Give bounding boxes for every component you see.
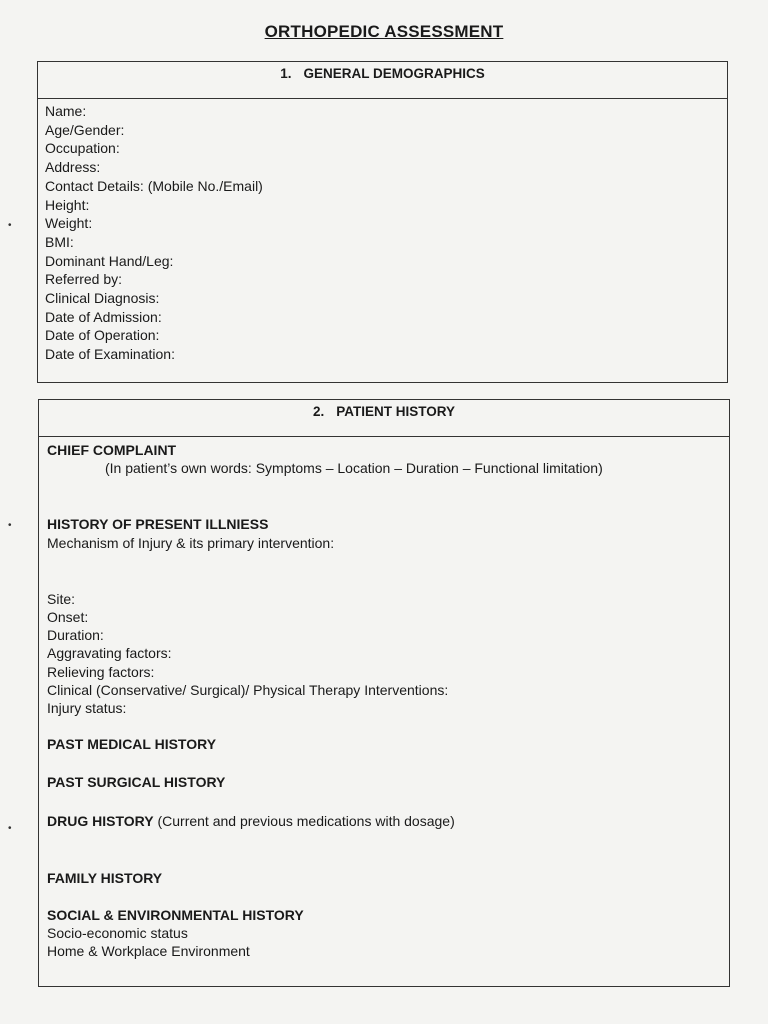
field-referred-by: Referred by: xyxy=(45,271,123,288)
past-surgical-history-heading: PAST SURGICAL HISTORY xyxy=(47,774,226,791)
drug-history-heading: DRUG HISTORY xyxy=(47,812,154,829)
chief-complaint-note: (In patient’s own words: Symptoms – Location – Duration – Functional limitation) xyxy=(105,460,603,477)
patient-history-section xyxy=(38,399,730,987)
field-injury-status: Injury status: xyxy=(47,700,127,717)
field-date-of-operation: Date of Operation: xyxy=(45,327,160,344)
hpi-note: Mechanism of Injury & its primary intervention: xyxy=(47,534,335,551)
field-clinical-diagnosis: Clinical Diagnosis: xyxy=(45,290,160,307)
field-site: Site: xyxy=(47,590,76,607)
chief-complaint-heading: CHIEF COMPLAINT xyxy=(47,442,177,458)
section-header xyxy=(39,400,729,437)
field-occupation: Occupation: xyxy=(45,140,120,157)
section-header xyxy=(38,62,727,99)
home-workplace-environment: Home & Workplace Environment xyxy=(47,943,250,960)
section-number: 2. xyxy=(312,404,325,419)
drug-history-note: (Current and previous medications with dosage) xyxy=(153,812,455,829)
past-medical-history-heading: PAST MEDICAL HISTORY xyxy=(47,736,217,753)
field-age-gender: Age/Gender: xyxy=(45,121,125,138)
field-name: Name: xyxy=(45,103,87,119)
demographics-fields xyxy=(38,99,727,364)
field-bmi: BMI: xyxy=(45,233,74,250)
drug-history-line xyxy=(47,812,729,830)
field-weight: Weight: xyxy=(45,215,93,232)
field-interventions: Clinical (Conservative/ Surgical)/ Physical Therapy Interventions: xyxy=(47,681,449,698)
field-aggravating-factors: Aggravating factors: xyxy=(47,645,172,662)
field-contact-details: Contact Details: (Mobile No./Email) xyxy=(45,177,263,194)
field-relieving-factors: Relieving factors: xyxy=(47,663,155,680)
page-title: ORTHOPEDIC ASSESSMENT xyxy=(264,22,504,41)
socio-economic-status: Socio-economic status xyxy=(47,925,188,942)
section-heading: PATIENT HISTORY xyxy=(336,404,456,419)
hpi-heading: HISTORY OF PRESENT ILLNIESS xyxy=(47,516,269,533)
general-demographics-section xyxy=(37,61,728,383)
section-heading: GENERAL DEMOGRAPHICS xyxy=(303,66,485,81)
field-height: Height: xyxy=(45,196,90,213)
field-date-of-examination: Date of Examination: xyxy=(45,346,175,363)
field-onset: Onset: xyxy=(47,609,89,626)
history-content xyxy=(39,437,729,961)
margin-mark: • xyxy=(8,220,12,231)
margin-mark: • xyxy=(8,823,12,834)
family-history-heading: FAMILY HISTORY xyxy=(47,869,163,886)
section-number: 1. xyxy=(280,66,292,81)
margin-mark: • xyxy=(8,520,12,531)
field-duration: Duration: xyxy=(47,627,104,644)
field-dominant-hand-leg: Dominant Hand/Leg: xyxy=(45,252,174,269)
field-address: Address: xyxy=(45,159,101,176)
social-history-heading: SOCIAL & ENVIRONMENTAL HISTORY xyxy=(47,907,304,924)
field-date-of-admission: Date of Admission: xyxy=(45,308,162,325)
